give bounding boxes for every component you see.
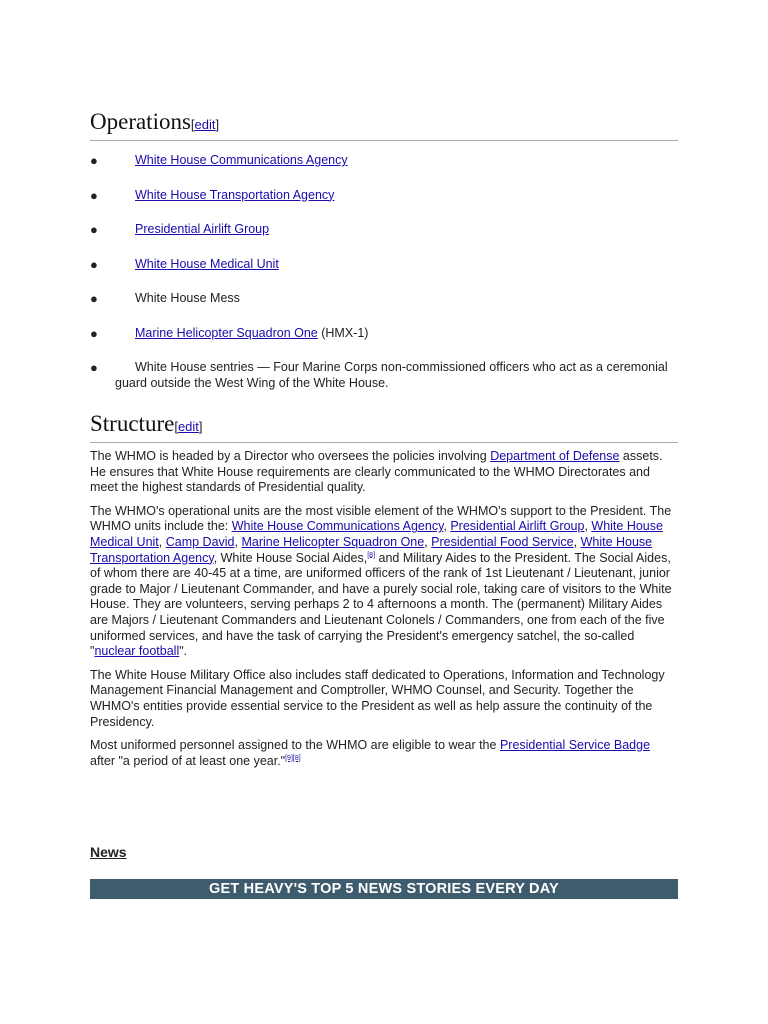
operations-edit-link[interactable]: edit xyxy=(194,117,216,132)
list-item xyxy=(90,153,678,169)
bullet-icon: ● xyxy=(90,325,98,341)
link-presidential-airlift-group[interactable]: Presidential Airlift Group xyxy=(135,222,270,236)
list-item xyxy=(90,360,678,391)
article-content xyxy=(90,108,678,777)
structure-paragraph-4: Most uniformed personnel assigned to the WHMO are eligible to wear the Presidential Service Badge after "a period of at least one year."[9][8] xyxy=(90,738,651,768)
bullet-icon: ● xyxy=(90,187,98,203)
link-white-house-communications-agency[interactable]: White House Communications Agency xyxy=(135,153,348,167)
edit-section: [edit] xyxy=(190,117,220,132)
link-white-house-medical-unit[interactable]: White House Medical Unit xyxy=(90,519,663,549)
list-item xyxy=(90,326,678,342)
link-presidential-service-badge[interactable]: Presidential Service Badge xyxy=(499,738,651,753)
item-suffix: (HMX-1) xyxy=(317,325,369,340)
structure-heading xyxy=(90,410,678,443)
structure-title: Structure xyxy=(90,411,175,436)
bullet-icon: ● xyxy=(90,256,98,272)
bullet-icon: ● xyxy=(90,291,98,306)
structure-edit-link[interactable]: edit xyxy=(177,419,199,434)
link-white-house-transportation-agency[interactable]: White House Transportation Agency xyxy=(135,187,335,202)
link-marine-helicopter-squadron-one[interactable]: Marine Helicopter Squadron One xyxy=(135,325,318,340)
list-item xyxy=(90,188,678,204)
item-text: White House sentries — Four Marine Corps non-commissioned officers who act as a ceremonial guard outside the West Wing of the White House. xyxy=(115,360,668,390)
link-presidential-airlift-group[interactable]: Presidential Airlift Group xyxy=(450,519,585,534)
list-item xyxy=(90,257,678,273)
bullet-icon: ● xyxy=(90,360,98,375)
newsletter-banner[interactable]: GET HEAVY'S TOP 5 NEWS STORIES EVERY DAY xyxy=(90,879,678,899)
list-item xyxy=(90,222,678,238)
operations-title: Operations xyxy=(90,109,191,134)
link-presidential-food-service[interactable]: Presidential Food Service xyxy=(431,534,574,549)
structure-paragraph-2: The WHMO's operational units are the most visible element of the WHMO's support to the President. The WHMO units include the: White House Communications Agency, Presidential Airlift Group, White House Medical Unit, Camp David, Marine Helicopter Squadron One, Presidential Food Service, White House Transportation Agency, White House Social Aides,[8] and Military Aides to the President. The Social Aides, of whom there are 40-45 at a time, are uniformed officers of the rank of 1st Lieutenant / Lieutenant, junior grade to Major / Lieutenant Commander, and have a purely social role, taking care of visitors to the White House. They are volunteers, serving perhaps 2 to 4 afternoons a month. The (permanent) Military Aides are Majors / Lieutenant Commanders and Lieutenant Colonels / Commanders, one from each of the five uniformed services, and have the task of carrying the President's emergency satchel, the so-called "nuclear football". xyxy=(90,503,672,659)
link-white-house-medical-unit[interactable]: White House Medical Unit xyxy=(135,256,279,271)
news-heading-link[interactable]: News xyxy=(90,844,127,860)
link-marine-helicopter-squadron-one[interactable]: Marine Helicopter Squadron One xyxy=(241,534,425,549)
link-white-house-communications-agency[interactable]: White House Communications Agency xyxy=(231,519,444,534)
link-white-house-transportation-agency[interactable]: White House Transportation Agency xyxy=(90,534,653,565)
item-text: White House Mess xyxy=(135,291,240,305)
structure-paragraph-1: The WHMO is headed by a Director who oversees the policies involving Department of Defense assets. He ensures that White House requirements are clearly communicated to the WHMO Directorates and meet the highest standards of Presidential quality. xyxy=(90,449,663,495)
link-nuclear-football[interactable]: nuclear football xyxy=(94,644,180,659)
link-department-of-defense[interactable]: Department of Defense xyxy=(490,449,620,463)
citation-link[interactable]: [8] xyxy=(367,551,376,559)
citation-link[interactable]: [9][8] xyxy=(285,754,301,762)
link-camp-david[interactable]: Camp David xyxy=(165,534,235,549)
edit-section: [edit] xyxy=(174,419,203,434)
structure-paragraph-3: The White House Military Office also includes staff dedicated to Operations, Information and Technology Management Financial Management and Comptroller, WHMO Counsel, and Security. Together the WHMO's entities provide essential service to the President as well as help assure the continuity of the Presidency. xyxy=(90,667,665,729)
list-item xyxy=(90,291,678,307)
operations-heading xyxy=(90,108,678,141)
operations-list xyxy=(90,153,678,391)
bullet-icon: ● xyxy=(90,153,98,168)
bullet-icon: ● xyxy=(90,222,98,237)
